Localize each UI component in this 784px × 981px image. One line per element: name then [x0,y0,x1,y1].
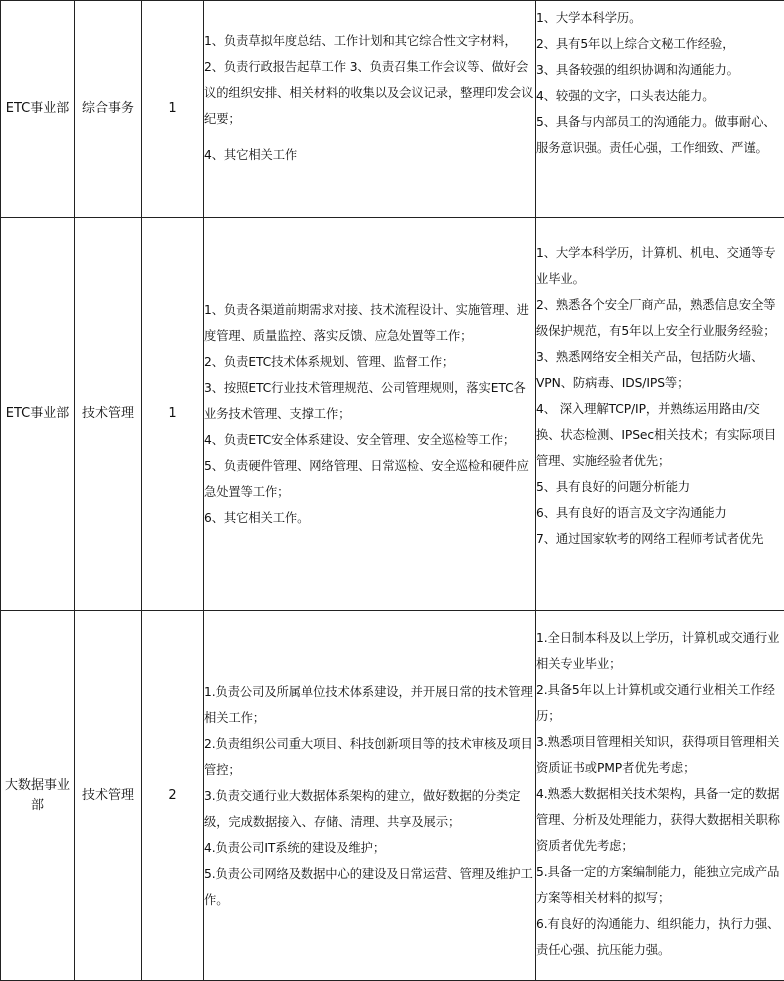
duty-item: 1、负责草拟年度总结、工作计划和其它综合性文字材料， 2、负责行政报告起草工作 3、负责召集工作会议等、做好会议的组织安排、相关材料的收集以及会议记录，整理印发会议纪要； [204,28,535,132]
table-row [1,218,784,611]
duty-item: 2、负责ETC技术体系规划、管理、监督工作； [204,349,535,375]
requirements-cell [536,611,784,981]
requirement-item: 6、具有良好的语言及文字沟通能力 [536,500,784,526]
table-row [1,611,784,981]
headcount-cell: 1 [142,1,204,218]
requirement-item: 3、具备较强的组织协调和沟通能力。 [536,57,784,83]
position-cell: 技术管理 [75,218,142,611]
duty-item: 6、其它相关工作。 [204,505,535,531]
department-cell: 大数据事业部 [1,611,75,981]
requirement-item: 3.熟悉项目管理相关知识，获得项目管理相关资质证书或PMP者优先考虑； [536,729,784,781]
duty-item: 5、负责硬件管理、网络管理、日常巡检、安全巡检和硬件应急处置等工作； [204,453,535,505]
duty-item: 5.负责公司网络及数据中心的建设及日常运营、管理及维护工作。 [204,861,535,913]
position-cell: 综合事务 [75,1,142,218]
requirement-item: 1、大学本科学历。 [536,5,784,31]
requirement-item: 7、通过国家软考的网络工程师考试者优先 [536,526,784,552]
duty-item: 3、按照ETC行业技术管理规范、公司管理规则，落实ETC各业务技术管理、支撑工作； [204,375,535,427]
duty-item: 1.负责公司及所属单位技术体系建设，并开展日常的技术管理相关工作； [204,679,535,731]
requirements-cell [536,218,784,611]
requirement-item: 6.有良好的沟通能力、组织能力，执行力强、责任心强、抗压能力强。 [536,911,784,963]
duty-item: 4、其它相关工作 [204,142,535,168]
requirement-item: 4.熟悉大数据相关技术架构，具备一定的数据管理、分析及处理能力，获得大数据相关职称资质者优先考虑； [536,781,784,859]
requirement-item: 2.具备5年以上计算机或交通行业相关工作经历； [536,677,784,729]
duty-item: 4、负责ETC安全体系建设、安全管理、安全巡检等工作； [204,427,535,453]
position-cell: 技术管理 [75,611,142,981]
table-row [1,1,784,218]
duties-cell [204,1,536,218]
duty-item: 3.负责交通行业大数据体系架构的建立，做好数据的分类定级，完成数据接入、存储、清理、共享及展示； [204,783,535,835]
duty-item: 4.负责公司IT系统的建设及维护； [204,835,535,861]
requirement-item: 2、具有5年以上综合文秘工作经验， [536,31,784,57]
duties-cell [204,611,536,981]
requirement-item: 1.全日制本科及以上学历，计算机或交通行业相关专业毕业； [536,625,784,677]
headcount-cell: 2 [142,611,204,981]
requirement-item: 3、熟悉网络安全相关产品，包括防火墙、VPN、防病毒、IDS/IPS等； [536,344,784,396]
requirement-item: 5、具备与内部员工的沟通能力。做事耐心、服务意识强。责任心强，工作细致、严谨。 [536,109,784,161]
requirements-cell [536,1,784,218]
requirement-item: 5、具有良好的问题分析能力 [536,474,784,500]
department-cell: ETC事业部 [1,218,75,611]
requirement-item: 1、大学本科学历，计算机、机电、交通等专业毕业。 [536,240,784,292]
requirement-item: 5.具备一定的方案编制能力，能独立完成产品方案等相关材料的拟写； [536,859,784,911]
headcount-cell: 1 [142,218,204,611]
duty-item: 2.负责组织公司重大项目、科技创新项目等的技术审核及项目管控； [204,731,535,783]
requirement-item: 4、较强的文字，口头表达能力。 [536,83,784,109]
duty-item: 1、负责各渠道前期需求对接、技术流程设计、实施管理、进度管理、质量监控、落实反馈、应急处置等工作； [204,297,535,349]
requirement-item: 4、 深入理解TCP/IP，并熟练运用路由/交换、状态检测、IPSec相关技术；有实际项目管理、实施经验者优先； [536,396,784,474]
requirement-item: 2、熟悉各个安全厂商产品，熟悉信息安全等级保护规范，有5年以上安全行业服务经验； [536,292,784,344]
duties-cell [204,218,536,611]
department-cell: ETC事业部 [1,1,75,218]
